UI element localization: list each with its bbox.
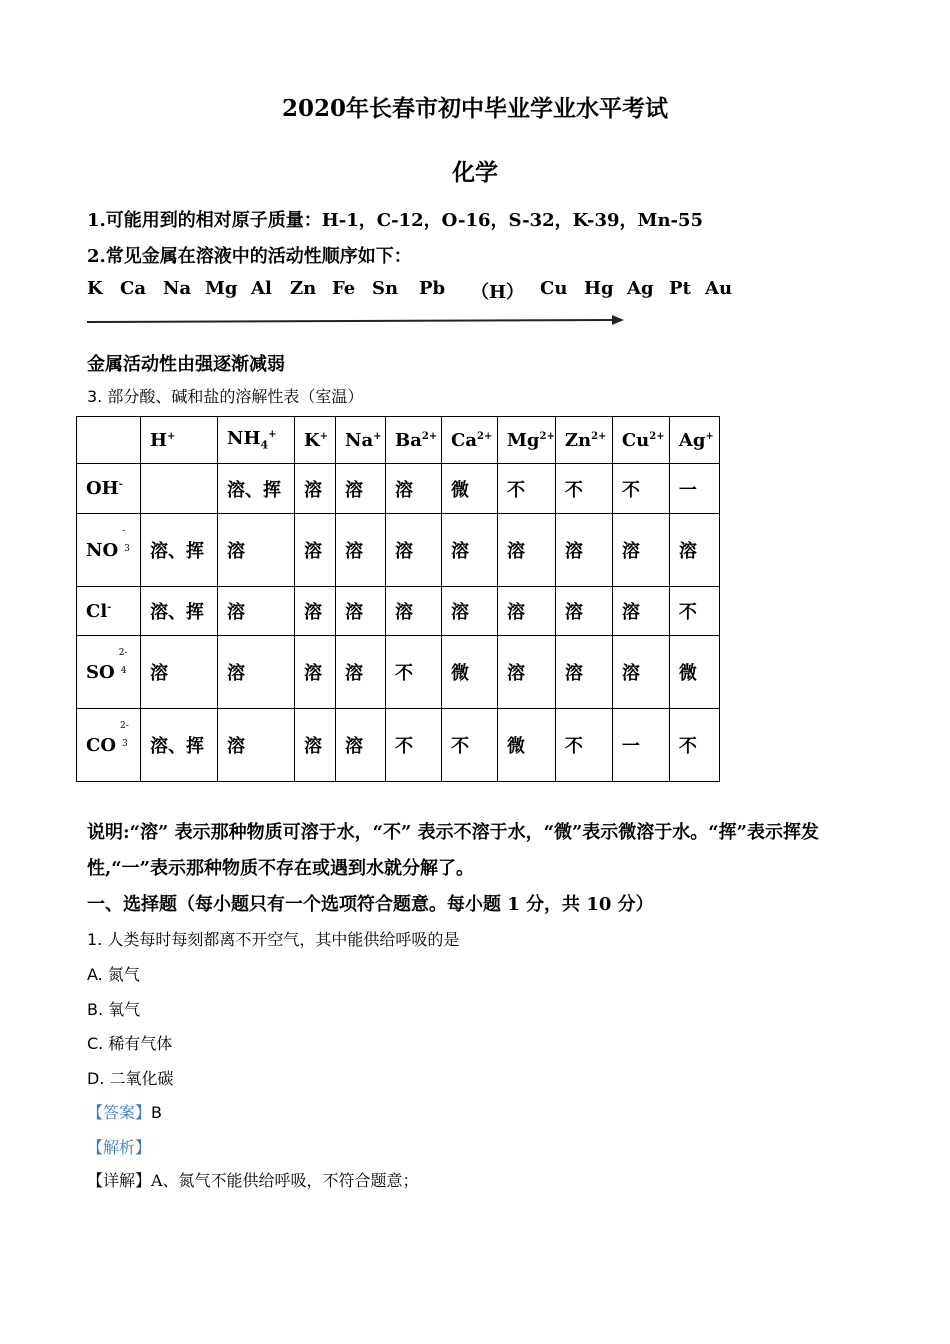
cation-symbol: Mg [507,429,540,451]
cation-symbol: Ba [395,429,422,451]
anion-header [77,636,141,709]
answer-line [87,1100,162,1123]
option-c [87,1031,172,1054]
solubility-cell: 溶 [612,636,669,709]
cation-header [442,417,498,464]
solubility-cell: 溶 [669,514,719,587]
solubility-cell: 微 [442,636,498,709]
cation-charge: + [167,430,176,442]
solubility-cell: 溶 [218,514,295,587]
question-text: 人类每时每刻都离不开空气，其中能供给呼吸的是 [102,930,460,949]
anion-symbol: SO [86,661,115,683]
metal-sn: Sn [372,278,399,299]
solubility-cell: 不 [669,709,719,782]
anion-subscript: 4 [120,665,127,676]
solubility-cell: 溶 [295,636,336,709]
option-d-text: 二氧化碳 [104,1069,174,1088]
solubility-cell: 溶 [218,587,295,636]
solubility-cell: 溶、挥 [141,514,218,587]
solubility-cell: 一 [669,464,719,514]
cation-symbol: H [150,429,168,451]
cation-symbol: Ca [451,429,477,451]
table-intro [87,384,363,407]
solubility-cell: 溶 [442,587,498,636]
cation-header [498,417,556,464]
anion-header [77,464,141,514]
option-b [87,997,140,1020]
table-intro-text: 部分酸、碱和盐的溶解性表（室温） [102,387,364,406]
solubility-cell: 不 [555,709,612,782]
solubility-cell: 溶 [295,464,336,514]
cation-charge: + [319,430,329,442]
cation-charge: 2+ [421,430,438,442]
solubility-cell: 溶、挥 [141,709,218,782]
cation-header [295,417,336,464]
solubility-table [76,416,720,782]
anion-header [77,587,141,636]
anion-header [77,514,141,587]
solubility-cell: 溶 [612,514,669,587]
exam-title: 2020年长春市初中毕业学业水平考试 [281,95,668,122]
solubility-cell: 不 [669,587,719,636]
metal-al: Al [251,278,272,299]
solubility-cell: 不 [386,636,442,709]
table-row [77,464,720,514]
solubility-cell: 溶、挥 [141,587,218,636]
table-row [77,587,720,636]
solubility-cell: 溶 [336,709,386,782]
cation-symbol: Ag [678,429,706,451]
solubility-cell: 溶 [218,709,295,782]
answer-value: B [151,1103,162,1122]
cation-charge: 2+ [591,430,607,442]
metal-pb: Pb [419,278,446,299]
cation-subscript: 4 [260,438,269,452]
metal-k: K [87,278,103,299]
solubility-cell: 不 [612,464,669,514]
solubility-cell: 溶 [295,709,336,782]
anion-charge: 2- [118,647,128,658]
answer-tag: 【答案】 [87,1103,152,1122]
solubility-cell: 溶、挥 [218,464,295,514]
subject-title: 化学 [452,159,498,186]
metal-h: （H） [471,282,525,303]
cation-header [336,417,386,464]
solubility-cell: 溶 [336,514,386,587]
metal-au: Au [705,278,733,299]
metal-fe: Fe [332,278,356,299]
section-1-title: 一、选择题（每小题只有一个选项符合题意。每小题 1 分，共 10 分） [87,894,654,915]
option-d-letter: D. [87,1069,105,1088]
activity-intro: 2.常见金属在溶液中的活动性顺序如下： [87,246,412,267]
solubility-cell: 微 [669,636,719,709]
cation-charge: + [268,429,277,441]
solubility-cell: 溶 [442,514,498,587]
cation-header [555,417,612,464]
explanation-line-2: 性,“一”表示那种物质不存在或遇到水就分解了。 [87,858,474,879]
anion-formula [86,525,130,561]
solubility-cell: 溶 [295,587,336,636]
solubility-cell: 溶 [386,587,442,636]
metal-mg: Mg [205,278,238,299]
analysis-tag: 【解析】 [87,1138,152,1157]
anion-symbol: CO [86,734,117,756]
option-a-letter: A. [87,965,103,984]
cation-header [669,417,719,464]
anion-symbol: Cl [86,600,108,622]
anion-subscript: 3 [124,543,130,554]
anion-charge: - [118,479,123,490]
anion-header [77,709,141,782]
option-a-text: 氮气 [102,965,140,984]
solubility-cell: 溶 [555,514,612,587]
anion-formula [86,647,128,683]
option-a [87,962,140,985]
metal-cu: Cu [540,278,568,299]
atomic-masses-note: 1.可能用到的相对原子质量：H-1，C-12，O-16，S-32，K-39，Mn-55 [87,210,704,231]
cation-header [218,417,295,464]
anion-charge: - [107,601,112,613]
cation-symbol: NH [227,428,261,450]
solubility-cell: 溶 [498,514,556,587]
solubility-cell: 溶 [295,514,336,587]
solubility-cell: 溶 [141,636,218,709]
solubility-cell: 溶 [218,636,295,709]
cation-charge: + [705,430,714,442]
cation-charge: 2+ [539,430,555,442]
option-c-letter: C. [87,1034,104,1053]
anion-formula [86,720,129,756]
anion-formula [86,601,111,622]
solubility-cell: 溶 [555,587,612,636]
solubility-cell: 溶 [386,514,442,587]
anion-charge: - [122,525,126,536]
metal-ca: Ca [120,278,146,299]
table-row [77,709,720,782]
cation-charge: 2+ [477,430,493,442]
activity-caption: 金属活动性由强逐渐减弱 [87,354,285,375]
metal-zn: Zn [290,278,317,299]
anion-symbol: NO [86,539,119,561]
question-1-stem [87,927,459,950]
anion-symbol: OH [86,478,119,499]
anion-formula [86,478,123,499]
metal-hg: Hg [584,278,614,299]
cation-charge: + [373,430,382,442]
solubility-cell: 微 [442,464,498,514]
solubility-cell: 不 [555,464,612,514]
detail-line: 【详解】A、氮气不能供给呼吸，不符合题意； [87,1171,419,1190]
solubility-cell [141,464,218,514]
solubility-cell: 溶 [498,587,556,636]
explanation-line-1: 说明:“溶” 表示那种物质可溶于水，“不” 表示不溶于水，“微”表示微溶于水。“挥”表示挥发 [87,822,820,843]
solubility-cell: 溶 [386,464,442,514]
cation-charge: 2+ [649,430,665,442]
solubility-cell: 不 [386,709,442,782]
solubility-cell: 溶 [336,636,386,709]
activity-arrow [87,311,632,329]
metal-pt: Pt [669,278,691,299]
cation-header [612,417,669,464]
cation-header [141,417,218,464]
anion-charge: 2- [120,720,129,731]
corner-cell [77,417,141,464]
solubility-cell: 不 [442,709,498,782]
anion-subscript: 3 [122,738,128,749]
solubility-cell: 溶 [555,636,612,709]
cation-symbol: K [304,429,320,451]
cation-symbol: Zn [564,429,592,451]
table-intro-number: 3. [87,387,103,406]
cation-symbol: Cu [621,429,650,451]
cation-header [386,417,442,464]
solubility-cell: 溶 [336,464,386,514]
option-d [87,1066,174,1089]
question-number: 1. [87,930,103,949]
solubility-cell: 一 [612,709,669,782]
option-b-text: 氧气 [103,1000,141,1019]
table-row [77,636,720,709]
option-b-letter: B. [87,1000,104,1019]
metal-ag: Ag [627,278,654,299]
header-row [77,417,720,464]
solubility-cell: 微 [498,709,556,782]
solubility-cell: 溶 [612,587,669,636]
table-row [77,514,720,587]
solubility-cell: 溶 [336,587,386,636]
cation-symbol: Na [345,429,374,451]
metal-na: Na [163,278,192,299]
solubility-cell: 溶 [498,636,556,709]
solubility-cell: 不 [498,464,556,514]
option-c-text: 稀有气体 [103,1034,173,1053]
